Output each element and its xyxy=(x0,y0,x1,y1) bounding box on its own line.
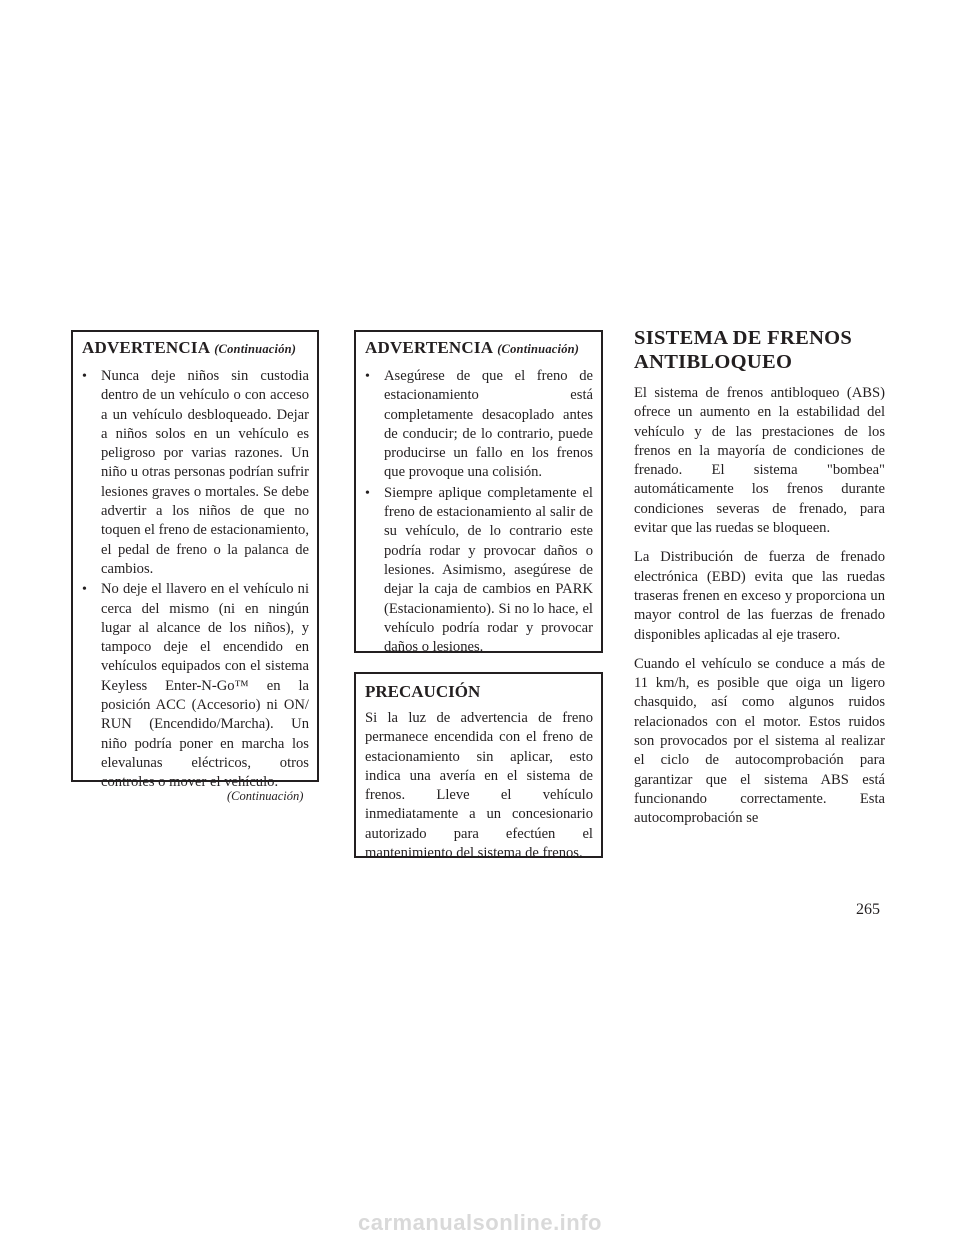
warning-box-col1 xyxy=(71,330,319,791)
paragraph: El sistema de frenos antibloqueo (ABS) ofrece un aumento en la estabilidad del vehículo y de las prestaciones de los frenos en la mayoría de condiciones de frenado. El sistema "bombea" automáticamente los frenos durante condiciones severas de frenado, para evitar que las ruedas se bloqueen. xyxy=(634,385,885,537)
paragraph: Cuando el vehículo se conduce a más de 11 km/h, es posible que oiga un ligero chasquido, así como algunos ruidos relacionados con el motor. Estos ruidos son provocados por el sistema al realizar el ciclo de autocomprobación para garantizar que el sistema ABS está funcionando correctamente. Esta autocomprobación se xyxy=(634,655,885,827)
page-number: 265 xyxy=(856,901,880,918)
warning-title: ADVERTENCIA (Continuación) xyxy=(82,338,297,357)
list-item: • No deje el llavero en el vehículo ni cerca del mismo (ni en ningún lugar al alcance de los niños), y tampoco deje el encendido en vehículos equipados con el sistema Keyless Enter-N-Go™ en la posición ACC (Accesorio) ni ON/ RUN (Encendido/Marcha). Un niño podría poner en marcha los elevalunas eléctricos, otros controles o mover el vehículo. xyxy=(82,580,309,792)
list-item: • Nunca deje niños sin custodia dentro de un vehículo o con acceso a un vehículo desbloqueado. Dejar a niños solos en un vehículo es peligroso por varias razones. Un niño u otras personas podrían sufrir lesiones graves o mortales. Se debe advertir a los niños de que no toquen el freno de estacionamiento, el pedal de freno o la palanca de cambios. xyxy=(82,367,309,579)
list-item: • Asegúrese de que el freno de estacionamiento está completamente desacoplado antes de conducir; de lo contrario, puede producirse un fallo en los frenos que provoque una colisión. xyxy=(365,367,593,483)
paragraph: La Distribución de fuerza de frenado electrónica (EBD) evita que las ruedas traseras frenen en exceso y proporciona un mayor control de las fuerzas de frenado disponibles aplicadas al eje trasero. xyxy=(634,549,885,643)
caution-title: PRECAUCIÓN xyxy=(365,682,481,701)
continued-label: (Continuación) xyxy=(497,342,580,356)
list-item: • Siempre aplique completamente el freno de estacionamiento al salir de su vehículo, de lo contrario este podría rodar y provocar daños o lesiones. Asimismo, asegúrese de dejar la caja de cambios en PARK (Estacionamiento). Si no lo hace, el vehículo podría rodar y provocar daños o lesiones. xyxy=(365,484,593,658)
warning-box-col2 xyxy=(354,330,603,656)
watermark[interactable]: carmanualsonline.info xyxy=(358,1210,602,1235)
warning-list xyxy=(365,367,593,657)
continued-label: (Continuación) xyxy=(214,342,297,356)
abs-section xyxy=(634,326,885,839)
continued-footer: (Continuación) xyxy=(227,789,304,803)
warning-list xyxy=(82,367,309,793)
section-title: SISTEMA DE FRENOS ANTIBLOQUEO xyxy=(634,327,853,373)
caution-box xyxy=(354,672,603,862)
warning-title: ADVERTENCIA (Continuación) xyxy=(365,338,580,357)
caution-text: Si la luz de advertencia de freno permanece encendida con el freno de estacionamiento sin aplicar, esto indica una avería en el sistema de frenos. Lleve el vehículo inmediatamente a un concesionario autorizado para efectúen el mantenimiento del sistema de frenos. xyxy=(365,710,593,862)
